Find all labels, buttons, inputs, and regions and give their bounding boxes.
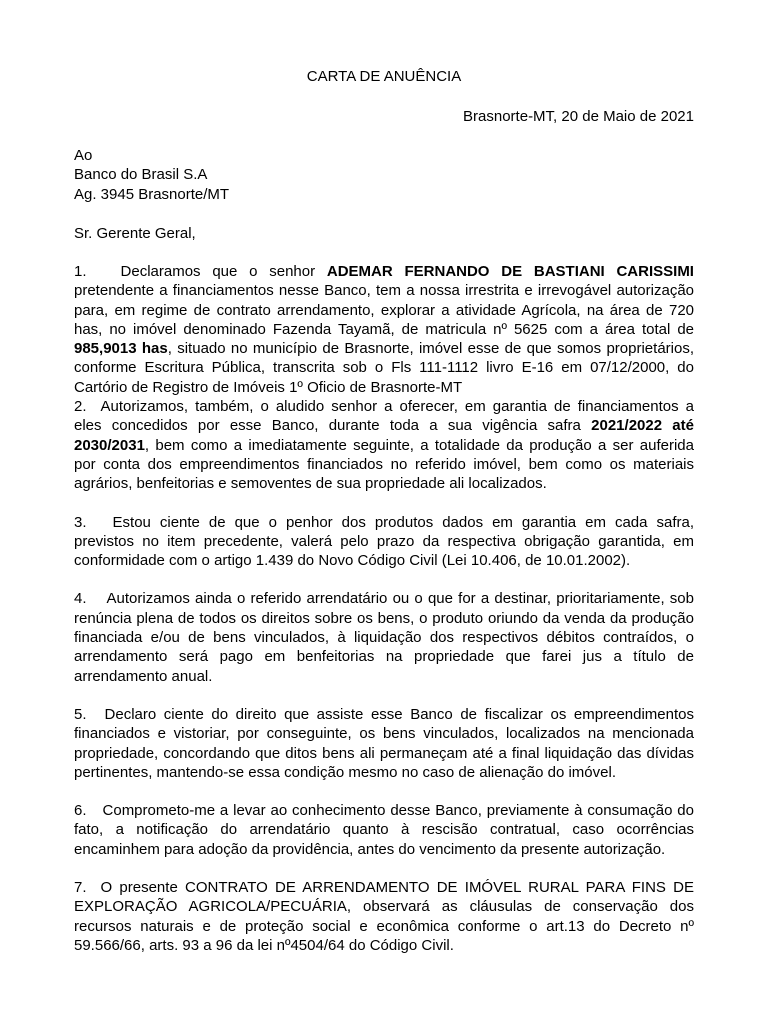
paragraph-number: 6. xyxy=(74,802,87,820)
addressee-block xyxy=(74,146,229,204)
paragraph-1 xyxy=(74,262,694,397)
paragraph-4 xyxy=(74,589,694,685)
paragraph-3 xyxy=(74,513,694,571)
greeting: Sr. Gerente Geral, xyxy=(74,225,196,242)
paragraph-6 xyxy=(74,801,694,859)
addressee-line: Ao xyxy=(74,147,93,164)
harvest-period: 2021/2022 até 2030/2031 xyxy=(74,417,694,454)
paragraph-text: , bem como a imediatamente seguinte, a totalidade da produção a ser auferida por conta dos empreendimentos financiados no referido imóvel, bem como os materiais agrários, benfeitorias e semoventes de sua propriedade ali localizados. xyxy=(74,436,694,493)
paragraph-text: Autorizamos, também, o aludido senhor a oferecer, em garantia de financiamentos a eles concedidos por esse Banco, durante toda a sua vigência safra xyxy=(74,398,694,435)
paragraph-number: 4. xyxy=(74,590,87,608)
paragraph-number: 5. xyxy=(74,705,87,723)
paragraph-text: Declaro ciente do direito que assiste esse Banco de fiscalizar os empreendimentos financiados e vistoriar, por conseguinte, os bens vinculados, localizados na mencionada propriedade, concordando que ditos bens ali permaneçam até a final liquidação das dívidas pertinentes, mantendo-se essa condição mesmo no caso de alienação do imóvel. xyxy=(74,705,694,781)
addressee-line: Banco do Brasil S.A xyxy=(74,166,208,184)
paragraph-text: pretendente a financiamentos nesse Banco, tem a nossa irrestrita e irrevogável autorização para, em regime de contrato arrendamento, explorar a atividade Agrícola, na área de 720 has, no imóvel denominado Fazenda Tayamã, de matricula nº 5625 com a área total de xyxy=(74,282,694,338)
total-area: 985,9013 has xyxy=(74,340,168,358)
paragraph-number: 1. xyxy=(74,263,87,280)
paragraph-5 xyxy=(74,705,694,782)
lessee-name: ADEMAR FERNANDO DE BASTIANI CARISSIMI xyxy=(326,263,694,280)
paragraph-text: O presente CONTRATO DE ARRENDAMENTO DE IMÓVEL RURAL PARA FINS DE EXPLORAÇÃO AGRICOLA/PECUÁRIA, observará as cláusulas de conservação dos recursos naturais e de proteção social e econômica conforme o art.13 do Decreto nº 59.566/66, arts. 93 a 96 da lei nº4504/64 do Código Civil. xyxy=(74,879,694,954)
date-line: Brasnorte-MT, 20 de Maio de 2021 xyxy=(463,108,694,125)
paragraph-text: Comprometo-me a levar ao conhecimento desse Banco, previamente à consumação do fato, a notificação do arrendatário quanto à rescisão contratual, caso ocorrências encaminhem para adoção da providência, antes do vencimento da presente autorização. xyxy=(74,802,694,858)
paragraph-text: Autorizamos ainda o referido arrendatário ou o que for a destinar, prioritariamente, sob renúncia plena de todos os direitos sobre os bens, o produto oriundo da venda da produção financiada e/ou de bens vinculados, à liquidação dos respectivos débitos contraídos, o arrendamento será pago em benfeitorias na propriedade que farei jus a título de arrendamento anual. xyxy=(74,590,694,685)
paragraph-number: 2. xyxy=(74,398,87,416)
paragraph-text: , situado no município de Brasnorte, imóvel esse de que somos proprietários, conforme Escritura Pública, transcrita sob o Fls 111-1112 livro E-16 em 07/12/2000, do Cartório de Registro de Imóveis 1º Oficio de Brasnorte-MT xyxy=(74,340,694,396)
addressee-line: Ag. 3945 Brasnorte/MT xyxy=(74,185,230,203)
paragraph-2 xyxy=(74,397,694,493)
paragraph-number: 3. xyxy=(74,513,87,531)
paragraph-text: Estou ciente de que o penhor dos produtos dados em garantia em cada safra, previstos no item precedente, valerá pelo prazo da respectiva obrigação garantida, em conformidade com o artigo 1.439 do Novo Código Civil (Lei 10.406, de 10.01.2002). xyxy=(74,513,694,570)
paragraph-7 xyxy=(74,878,694,955)
letter-body xyxy=(74,262,694,955)
paragraph-text: Declaramos que o senhor xyxy=(120,263,327,280)
paragraph-number: 7. xyxy=(74,879,87,897)
document-title: CARTA DE ANUÊNCIA xyxy=(306,68,462,85)
